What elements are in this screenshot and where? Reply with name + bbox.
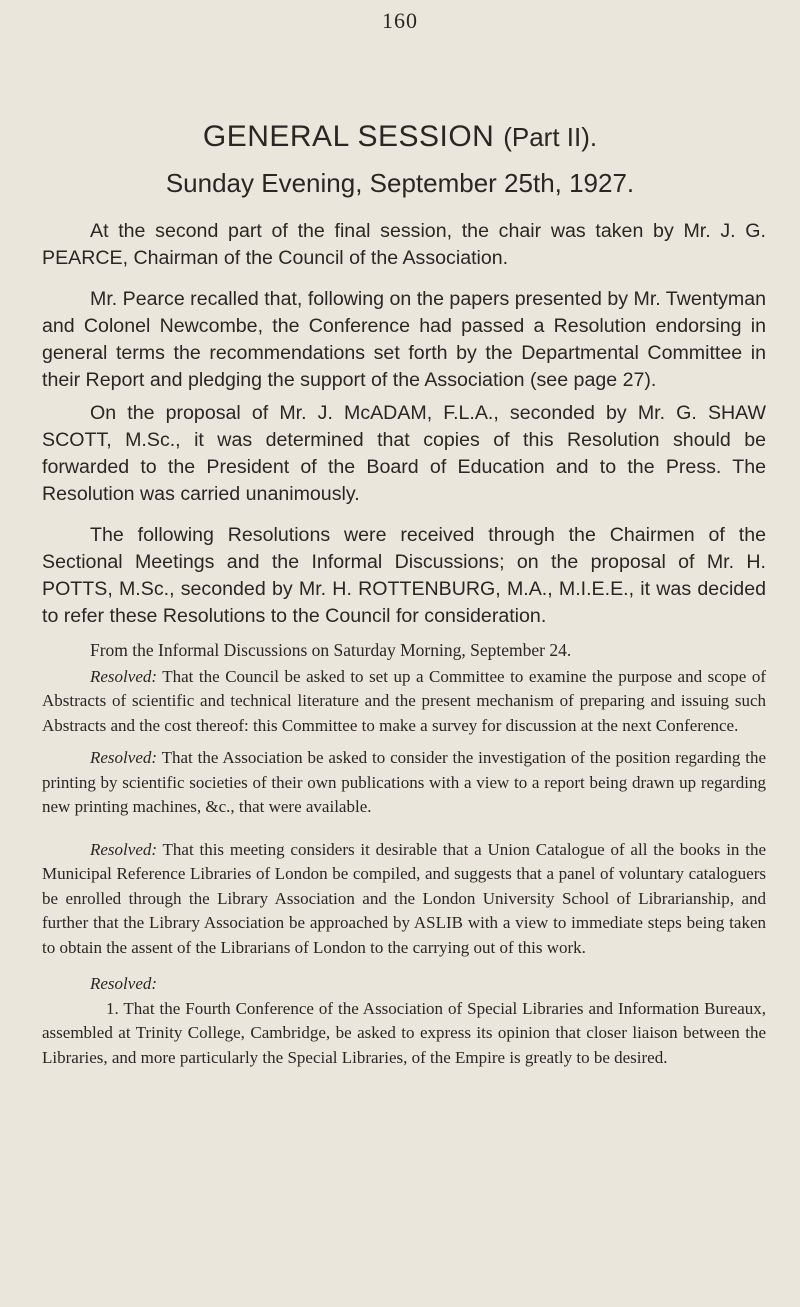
resolution-label-final: Resolved: bbox=[90, 974, 158, 993]
resolution-text: That the Association be asked to consider the investigation of the position regarding the printing by scientific societies of their own publications with a view to a report being drawn up regarding new printing machines, &c., that were available. bbox=[42, 748, 766, 816]
informal-discussion-resolutions bbox=[42, 638, 766, 1070]
paragraph-proposal: On the proposal of Mr. J. McADAM, F.L.A., seconded by Mr. G. SHAW SCOTT, M.Sc., it was determined that copies of this Resolution should be forwarded to the President of the Board of Education and to the Press. The Resolution was carried unanimously. bbox=[42, 402, 766, 505]
resolution-label: Resolved: bbox=[90, 839, 158, 859]
paragraph-resolutions-received: The following Resolutions were received through the Chairmen of the Sectional Meetings and the Informal Discussions; on the proposal of Mr. H. POTTS, M.Sc., seconded by Mr. H. ROTTENBURG, M.A., M.I.E.E., it was decided to refer these Resolutions to the Council for consideration. bbox=[42, 524, 766, 627]
paragraph-chair: At the second part of the final session, the chair was taken by Mr. J. G. PEARCE, Chairman of the Council of the Association. bbox=[42, 220, 766, 269]
document-body bbox=[42, 218, 766, 1070]
resolution-label: Resolved: bbox=[90, 666, 158, 686]
resolution-printing bbox=[42, 746, 766, 820]
paragraph-recall: Mr. Pearce recalled that, following on the papers presented by Mr. Twentyman and Colonel Newcombe, the Conference had passed a Resolution endorsing in general terms the recommendations set forth by the Departmental Committee in their Report and pledging the support of the Association (see page 27). bbox=[42, 288, 766, 391]
session-title: GENERAL SESSION bbox=[202, 120, 495, 153]
minutes-intro: From the Informal Discussions on Saturday Morning, September 24. bbox=[90, 640, 572, 660]
session-part: (Part II). bbox=[503, 122, 598, 152]
resolution-text: That this meeting considers it desirable that a Union Catalogue of all the books in the Municipal Reference Libraries of London be compiled, and suggests that a panel of voluntary cataloguers be enrolled through the Library Association and the London University School of Librarianship, and further that the Library Association be approached by ASLIB with a view to immediate steps being taken to obtain the assent of the Librarians of London to the carrying out of this work. bbox=[42, 839, 766, 957]
session-heading bbox=[0, 120, 800, 154]
session-date: Sunday Evening, September 25th, 1927. bbox=[165, 168, 635, 198]
resolution-item-liaison: 1. That the Fourth Conference of the Association of Special Libraries and Information Bureaux, assembled at Trinity College, Cambridge, be asked to express its opinion that closer liaison between the Libraries, and more particularly the Special Libraries, of the Empire is greatly to be desired. bbox=[42, 998, 766, 1067]
resolution-union-catalogue bbox=[42, 838, 766, 961]
resolution-label: Resolved: bbox=[90, 748, 158, 767]
resolution-abstracts bbox=[42, 665, 766, 739]
page-number: 160 bbox=[382, 8, 418, 33]
resolution-text: That the Council be asked to set up a Committee to examine the purpose and scope of Abstracts of scientific and technical literature and the present mechanism of preparing and issuing such Abstracts and the cost thereof: this Committee to make a survey for discussion at the next Conference. bbox=[42, 666, 766, 735]
